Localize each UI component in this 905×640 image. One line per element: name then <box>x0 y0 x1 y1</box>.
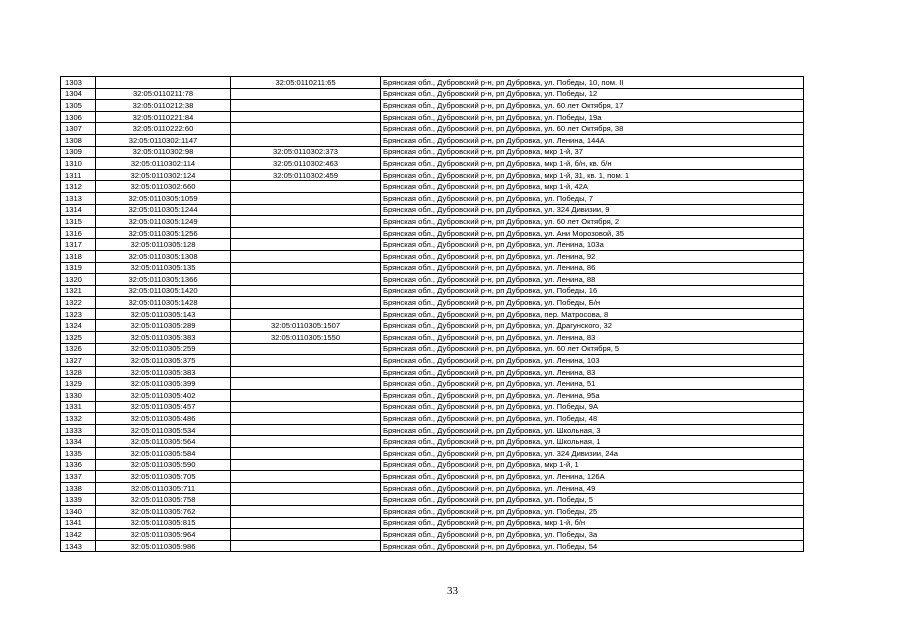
address-cell: Брянская обл., Дубровский р-н, рп Дубровка, мкр 1-й, 31, кв. 1, пом. 1 <box>381 169 804 181</box>
address-cell: Брянская обл., Дубровский р-н, рп Дубровка, ул. Победы, 7 <box>381 192 804 204</box>
cadastral-number-cell: 32:05:0110305:762 <box>96 505 231 517</box>
related-cadastral-number-cell <box>231 100 381 112</box>
address-cell: Брянская обл., Дубровский р-н, рп Дубровка, ул. Ленина, 92 <box>381 250 804 262</box>
table-row <box>61 390 804 402</box>
address-cell: Брянская обл., Дубровский р-н, рп Дубровка, ул. Ленина, 103а <box>381 239 804 251</box>
cadastral-number-cell: 32:05:0110305:1428 <box>96 297 231 309</box>
row-number-cell: 1330 <box>61 390 96 402</box>
row-number-cell: 1304 <box>61 88 96 100</box>
table-row <box>61 204 804 216</box>
cadastral-number-cell: 32:05:0110305:534 <box>96 424 231 436</box>
row-number-cell: 1303 <box>61 77 96 89</box>
address-cell: Брянская обл., Дубровский р-н, рп Дубровка, ул. Победы, 10, пом. II <box>381 77 804 89</box>
related-cadastral-number-cell <box>231 250 381 262</box>
related-cadastral-number-cell <box>231 517 381 529</box>
address-cell: Брянская обл., Дубровский р-н, рп Дубровка, мкр 1-й, б/н, кв. б/н <box>381 158 804 170</box>
cadastral-number-cell: 32:05:0110305:584 <box>96 448 231 460</box>
related-cadastral-number-cell <box>231 204 381 216</box>
table-row <box>61 482 804 494</box>
table-row <box>61 123 804 135</box>
cadastral-number-cell: 32:05:0110305:486 <box>96 413 231 425</box>
address-cell: Брянская обл., Дубровский р-н, рп Дубровка, мкр 1-й, 42А <box>381 181 804 193</box>
cadastral-number-cell: 32:05:0110305:815 <box>96 517 231 529</box>
table-row <box>61 540 804 552</box>
table-row <box>61 100 804 112</box>
row-number-cell: 1318 <box>61 250 96 262</box>
cadastral-number-cell: 32:05:0110222:60 <box>96 123 231 135</box>
cadastral-number-cell: 32:05:0110305:457 <box>96 401 231 413</box>
table-row <box>61 262 804 274</box>
table-row <box>61 494 804 506</box>
address-cell: Брянская обл., Дубровский р-н, рп Дубровка, ул. Ленина, 83 <box>381 366 804 378</box>
cadastral-number-cell: 32:05:0110305:986 <box>96 540 231 552</box>
address-cell: Брянская обл., Дубровский р-н, рп Дубровка, ул. Победы, 48 <box>381 413 804 425</box>
address-cell: Брянская обл., Дубровский р-н, рп Дубровка, мкр 1-й, 37 <box>381 146 804 158</box>
related-cadastral-number-cell <box>231 494 381 506</box>
address-cell: Брянская обл., Дубровский р-н, рп Дубровка, ул. Ленина, 51 <box>381 378 804 390</box>
related-cadastral-number-cell <box>231 366 381 378</box>
table-row <box>61 378 804 390</box>
cadastral-number-cell: 32:05:0110305:128 <box>96 239 231 251</box>
row-number-cell: 1335 <box>61 448 96 460</box>
cadastral-number-cell: 32:05:0110305:383 <box>96 332 231 344</box>
table-row <box>61 216 804 228</box>
address-cell: Брянская обл., Дубровский р-н, рп Дубровка, ул. Ленина, 126А <box>381 471 804 483</box>
address-cell: Брянская обл., Дубровский р-н, рп Дубровка, ул. Победы, 25 <box>381 505 804 517</box>
cadastral-number-cell: 32:05:0110305:590 <box>96 459 231 471</box>
address-cell: Брянская обл., Дубровский р-н, рп Дубровка, пер. Матросова, 8 <box>381 308 804 320</box>
related-cadastral-number-cell <box>231 181 381 193</box>
cadastral-number-cell: 32:05:0110305:1249 <box>96 216 231 228</box>
address-cell: Брянская обл., Дубровский р-н, рп Дубровка, ул. Ленина, 86 <box>381 262 804 274</box>
related-cadastral-number-cell: 32:05:0110305:1550 <box>231 332 381 344</box>
row-number-cell: 1322 <box>61 297 96 309</box>
related-cadastral-number-cell <box>231 355 381 367</box>
related-cadastral-number-cell <box>231 482 381 494</box>
table-row <box>61 146 804 158</box>
related-cadastral-number-cell <box>231 471 381 483</box>
row-number-cell: 1307 <box>61 123 96 135</box>
table-row <box>61 158 804 170</box>
row-number-cell: 1314 <box>61 204 96 216</box>
address-cell: Брянская обл., Дубровский р-н, рп Дубровка, ул. Ленина, 88 <box>381 274 804 286</box>
address-cell: Брянская обл., Дубровский р-н, рп Дубровка, ул. Победы, 12 <box>381 88 804 100</box>
address-cell: Брянская обл., Дубровский р-н, рп Дубровка, ул. Ленина, 49 <box>381 482 804 494</box>
related-cadastral-number-cell <box>231 192 381 204</box>
cadastral-number-cell: 32:05:0110305:1059 <box>96 192 231 204</box>
related-cadastral-number-cell <box>231 436 381 448</box>
cadastral-number-cell: 32:05:0110305:143 <box>96 308 231 320</box>
row-number-cell: 1327 <box>61 355 96 367</box>
address-cell: Брянская обл., Дубровский р-н, рп Дубровка, ул. Победы, Б/н <box>381 297 804 309</box>
row-number-cell: 1315 <box>61 216 96 228</box>
address-cell: Брянская обл., Дубровский р-н, рп Дубровка, ул. 60 лет Октября, 38 <box>381 123 804 135</box>
related-cadastral-number-cell <box>231 111 381 123</box>
table-row <box>61 436 804 448</box>
row-number-cell: 1306 <box>61 111 96 123</box>
address-cell: Брянская обл., Дубровский р-н, рп Дубровка, ул. Школьная, 3 <box>381 424 804 436</box>
related-cadastral-number-cell <box>231 378 381 390</box>
row-number-cell: 1325 <box>61 332 96 344</box>
row-number-cell: 1333 <box>61 424 96 436</box>
related-cadastral-number-cell <box>231 134 381 146</box>
table-row <box>61 192 804 204</box>
related-cadastral-number-cell: 32:05:0110302:373 <box>231 146 381 158</box>
table-row <box>61 355 804 367</box>
cadastral-number-cell: 32:05:0110305:1366 <box>96 274 231 286</box>
cadastral-number-cell: 32:05:0110305:964 <box>96 529 231 541</box>
related-cadastral-number-cell: 32:05:0110305:1507 <box>231 320 381 332</box>
cadastral-number-cell: 32:05:0110305:758 <box>96 494 231 506</box>
table-row <box>61 448 804 460</box>
table-row <box>61 274 804 286</box>
address-cell: Брянская обл., Дубровский р-н, рп Дубровка, ул. Победы, 9А <box>381 401 804 413</box>
cadastral-number-cell: 32:05:0110305:375 <box>96 355 231 367</box>
row-number-cell: 1313 <box>61 192 96 204</box>
cadastral-number-cell: 32:05:0110305:383 <box>96 366 231 378</box>
related-cadastral-number-cell <box>231 88 381 100</box>
related-cadastral-number-cell <box>231 424 381 436</box>
cadastral-number-cell: 32:05:0110211:78 <box>96 88 231 100</box>
cadastral-number-cell: 32:05:0110221:84 <box>96 111 231 123</box>
cadastral-number-cell: 32:05:0110212:38 <box>96 100 231 112</box>
row-number-cell: 1309 <box>61 146 96 158</box>
address-cell: Брянская обл., Дубровский р-н, рп Дубровка, ул. 324 Дивизии, 9 <box>381 204 804 216</box>
cadastral-number-cell: 32:05:0110302:124 <box>96 169 231 181</box>
related-cadastral-number-cell <box>231 343 381 355</box>
table-row <box>61 227 804 239</box>
page-number: 33 <box>447 585 458 597</box>
related-cadastral-number-cell <box>231 540 381 552</box>
row-number-cell: 1308 <box>61 134 96 146</box>
cadastral-number-cell: 32:05:0110302:98 <box>96 146 231 158</box>
table-row <box>61 424 804 436</box>
address-cell: Брянская обл., Дубровский р-н, рп Дубровка, ул. Победы, 54 <box>381 540 804 552</box>
related-cadastral-number-cell <box>231 216 381 228</box>
address-cell: Брянская обл., Дубровский р-н, рп Дубровка, ул. 60 лет Октября, 17 <box>381 100 804 112</box>
related-cadastral-number-cell <box>231 308 381 320</box>
related-cadastral-number-cell <box>231 262 381 274</box>
cadastral-number-cell: 32:05:0110302:660 <box>96 181 231 193</box>
row-number-cell: 1317 <box>61 239 96 251</box>
row-number-cell: 1310 <box>61 158 96 170</box>
related-cadastral-number-cell <box>231 123 381 135</box>
related-cadastral-number-cell <box>231 505 381 517</box>
related-cadastral-number-cell <box>231 529 381 541</box>
table-row <box>61 250 804 262</box>
row-number-cell: 1320 <box>61 274 96 286</box>
address-cell: Брянская обл., Дубровский р-н, рп Дубровка, ул. Ани Морозовой, 35 <box>381 227 804 239</box>
table-row <box>61 332 804 344</box>
table-row <box>61 505 804 517</box>
address-cell: Брянская обл., Дубровский р-н, рп Дубровка, ул. 324 Дивизии, 24а <box>381 448 804 460</box>
row-number-cell: 1331 <box>61 401 96 413</box>
table-body <box>61 77 804 552</box>
address-cell: Брянская обл., Дубровский р-н, рп Дубровка, ул. Школьная, 1 <box>381 436 804 448</box>
row-number-cell: 1305 <box>61 100 96 112</box>
address-cell: Брянская обл., Дубровский р-н, рп Дубровка, ул. Победы, 3а <box>381 529 804 541</box>
related-cadastral-number-cell: 32:05:0110302:463 <box>231 158 381 170</box>
table-row <box>61 413 804 425</box>
address-cell: Брянская обл., Дубровский р-н, рп Дубровка, ул. Ленина, 144А <box>381 134 804 146</box>
related-cadastral-number-cell <box>231 390 381 402</box>
row-number-cell: 1337 <box>61 471 96 483</box>
related-cadastral-number-cell <box>231 448 381 460</box>
cadastral-number-cell: 32:05:0110305:705 <box>96 471 231 483</box>
cadastral-number-cell: 32:05:0110305:289 <box>96 320 231 332</box>
row-number-cell: 1341 <box>61 517 96 529</box>
cadastral-number-cell: 32:05:0110302:114 <box>96 158 231 170</box>
address-cell: Брянская обл., Дубровский р-н, рп Дубровка, ул. Ленина, 83 <box>381 332 804 344</box>
cadastral-number-cell: 32:05:0110305:1420 <box>96 285 231 297</box>
related-cadastral-number-cell: 32:05:0110211:65 <box>231 77 381 89</box>
table-row <box>61 239 804 251</box>
row-number-cell: 1321 <box>61 285 96 297</box>
row-number-cell: 1312 <box>61 181 96 193</box>
cadastral-number-cell: 32:05:0110305:564 <box>96 436 231 448</box>
cadastral-number-cell: 32:05:0110305:135 <box>96 262 231 274</box>
cadastral-number-cell: 32:05:0110305:711 <box>96 482 231 494</box>
address-cell: Брянская обл., Дубровский р-н, рп Дубровка, мкр 1-й, б/н <box>381 517 804 529</box>
related-cadastral-number-cell <box>231 239 381 251</box>
table-row <box>61 401 804 413</box>
table-row <box>61 169 804 181</box>
row-number-cell: 1336 <box>61 459 96 471</box>
row-number-cell: 1323 <box>61 308 96 320</box>
address-cell: Брянская обл., Дубровский р-н, рп Дубровка, ул. Ленина, 95а <box>381 390 804 402</box>
table-row <box>61 181 804 193</box>
row-number-cell: 1329 <box>61 378 96 390</box>
cadastral-number-cell: 32:05:0110302:1147 <box>96 134 231 146</box>
cadastral-number-cell <box>96 77 231 89</box>
row-number-cell: 1316 <box>61 227 96 239</box>
related-cadastral-number-cell <box>231 401 381 413</box>
table-row <box>61 308 804 320</box>
row-number-cell: 1339 <box>61 494 96 506</box>
address-cell: Брянская обл., Дубровский р-н, рп Дубровка, ул. Ленина, 103 <box>381 355 804 367</box>
address-cell: Брянская обл., Дубровский р-н, рп Дубровка, ул. Драгунского, 32 <box>381 320 804 332</box>
related-cadastral-number-cell <box>231 413 381 425</box>
related-cadastral-number-cell: 32:05:0110302:459 <box>231 169 381 181</box>
cadastral-number-cell: 32:05:0110305:1308 <box>96 250 231 262</box>
row-number-cell: 1326 <box>61 343 96 355</box>
related-cadastral-number-cell <box>231 274 381 286</box>
table-row <box>61 471 804 483</box>
row-number-cell: 1311 <box>61 169 96 181</box>
row-number-cell: 1328 <box>61 366 96 378</box>
related-cadastral-number-cell <box>231 297 381 309</box>
cadastral-number-cell: 32:05:0110305:402 <box>96 390 231 402</box>
table-row <box>61 285 804 297</box>
row-number-cell: 1319 <box>61 262 96 274</box>
table-row <box>61 459 804 471</box>
table-row <box>61 529 804 541</box>
row-number-cell: 1342 <box>61 529 96 541</box>
table-row <box>61 343 804 355</box>
table-row <box>61 366 804 378</box>
cadastral-number-cell: 32:05:0110305:1256 <box>96 227 231 239</box>
address-cell: Брянская обл., Дубровский р-н, рп Дубровка, ул. Победы, 16 <box>381 285 804 297</box>
row-number-cell: 1338 <box>61 482 96 494</box>
table-row <box>61 111 804 123</box>
address-cell: Брянская обл., Дубровский р-н, рп Дубровка, ул. 60 лет Октября, 5 <box>381 343 804 355</box>
cadastral-number-cell: 32:05:0110305:399 <box>96 378 231 390</box>
table-row <box>61 88 804 100</box>
table-row <box>61 77 804 89</box>
row-number-cell: 1340 <box>61 505 96 517</box>
cadastral-number-cell: 32:05:0110305:1244 <box>96 204 231 216</box>
related-cadastral-number-cell <box>231 285 381 297</box>
table-row <box>61 134 804 146</box>
related-cadastral-number-cell <box>231 227 381 239</box>
table-row <box>61 297 804 309</box>
table-row <box>61 320 804 332</box>
row-number-cell: 1324 <box>61 320 96 332</box>
cadastral-number-cell: 32:05:0110305:259 <box>96 343 231 355</box>
address-cell: Брянская обл., Дубровский р-н, рп Дубровка, ул. Победы, 19а <box>381 111 804 123</box>
row-number-cell: 1334 <box>61 436 96 448</box>
related-cadastral-number-cell <box>231 459 381 471</box>
row-number-cell: 1332 <box>61 413 96 425</box>
address-cell: Брянская обл., Дубровский р-н, рп Дубровка, мкр 1-й, 1 <box>381 459 804 471</box>
cadastral-table <box>60 76 804 552</box>
address-cell: Брянская обл., Дубровский р-н, рп Дубровка, ул. Победы, 5 <box>381 494 804 506</box>
address-cell: Брянская обл., Дубровский р-н, рп Дубровка, ул. 60 лет Октября, 2 <box>381 216 804 228</box>
table-row <box>61 517 804 529</box>
row-number-cell: 1343 <box>61 540 96 552</box>
